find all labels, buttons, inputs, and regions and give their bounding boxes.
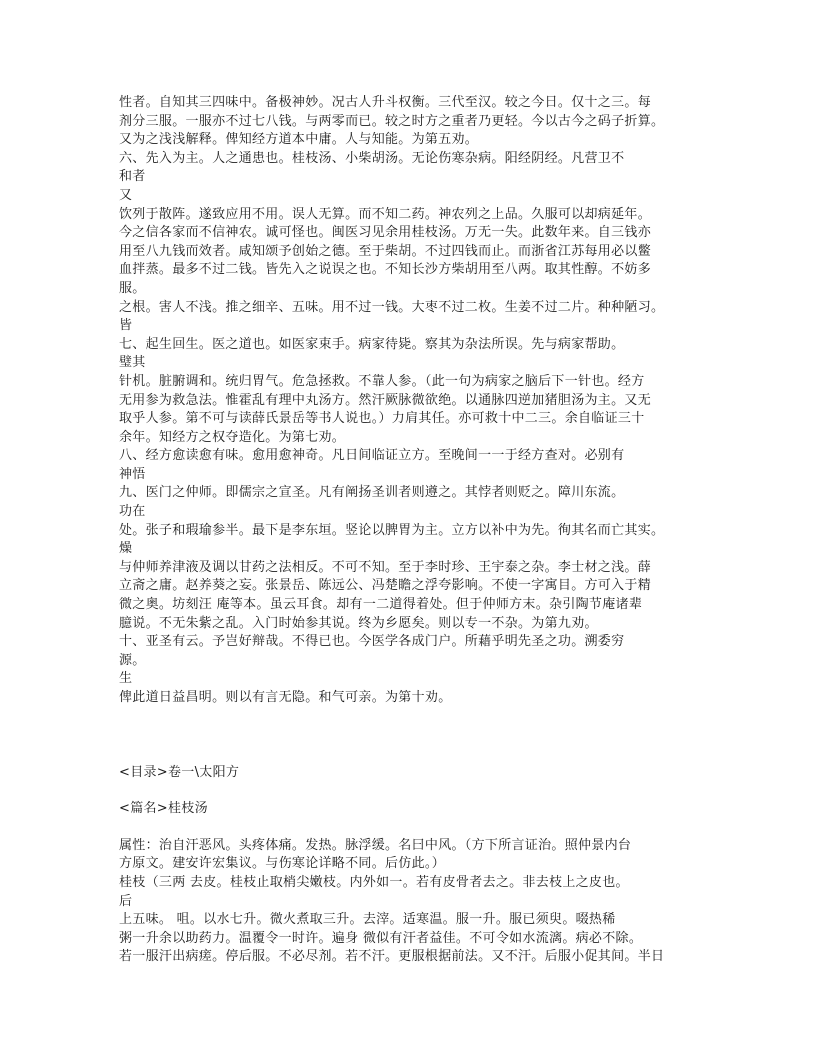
text-line: 又 — [119, 187, 133, 203]
text-line: 六、先入为主。人之通患也。桂枝汤、小柴胡汤。无论伤寒杂病。阳经阴经。凡营卫不 — [119, 150, 625, 166]
text-line: 皆 — [119, 318, 133, 334]
text-line: 取乎人参。第不可与读薛氏景岳等书人说也。）力肩其任。亦可救十中二三。余自临证三十 — [119, 411, 645, 427]
text-line: 今之信各家而不信神农。诚可怪也。闽医习见余用桂枝汤。万无一失。此数年来。自三钱亦 — [119, 225, 652, 241]
text-line: 之根。害人不浅。推之细辛、五味。用不过一钱。大枣不过二枚。生姜不过二片。种种陋习。 — [119, 299, 665, 315]
text-line: 燥 — [119, 541, 133, 557]
text-line: 血拌蒸。最多不过二钱。皆先入之说误之也。不知长沙方柴胡用至八两。取其性醇。不妨多 — [119, 262, 652, 278]
text-line: 桂枝（三两 去皮。桂枝止取梢尖嫩枝。内外如一。若有皮骨者去之。非去枝上之皮也。 — [119, 874, 629, 890]
text-line: 属性：治自汗恶风。头疼体痛。发热。脉浮缓。名曰中风。（方下所言证治。照仲景内台 — [119, 837, 632, 853]
text-line: 针机。脏腑调和。统归胃气。危急拯救。不靠人参。（此一句为病家之脑后下一针也。经方 — [119, 373, 645, 389]
section-spacer — [119, 708, 699, 764]
text-line: 用至八九钱而效者。咸知颂予创始之德。至于柴胡。不过四钱而止。而浙省江苏每用必以鳖 — [119, 243, 652, 259]
text-line: 源。 — [119, 652, 146, 668]
text-line: 臆说。不无朱紫之乱。入门时始参其说。终为乡愿矣。则以专一不杂。为第九劝。 — [119, 615, 598, 631]
spacer — [119, 782, 699, 800]
text-line: 余年。知经方之权夺造化。为第七劝。 — [119, 429, 346, 445]
toc-heading: <目录>卷一\太阳方 — [119, 764, 240, 780]
chapter-title: <篇名>桂枝汤 — [119, 801, 208, 817]
text-line: 与仲师养津液及调以甘药之法相反。不可不知。至于李时珍、王宇泰之杂。李士材之浅。薛 — [119, 559, 652, 575]
text-line: 十、亚圣有云。予岂好辩哉。不得已也。今医学各成门户。所藉乎明先圣之功。溯委穷 — [119, 634, 625, 650]
text-line: 俾此道日益昌明。则以有言无隐。和气可亲。为第十劝。 — [119, 690, 452, 705]
body-text-section-one — [119, 94, 699, 708]
text-line: 神悟 — [119, 466, 146, 482]
text-line: 无用参为救急法。惟霍乱有理中丸汤方。然汗厥脉微欲绝。以通脉四逆加猪胆汤为主。又无 — [119, 392, 652, 408]
text-line: 上五味。 咀。以水七升。微火煮取三升。去滓。适寒温。服一升。服已须臾。啜热稀 — [119, 912, 616, 928]
text-line: 饮列于散阵。遂致应用不用。误人无算。而不知二药。神农列之上品。久服可以却病延年。 — [119, 206, 652, 222]
text-line: 剂分三服。一服亦不过七八钱。与两零而已。较之时方之重者乃更轻。今以古今之码子折算。 — [119, 113, 665, 129]
text-line: 八、经方愈读愈有味。愈用愈神奇。凡日间临证立方。至晚间一一于经方查对。必别有 — [119, 448, 625, 464]
text-line: 处。张子和瑕瑜参半。最下是李东垣。竖论以脾胃为主。立方以补中为先。徇其名而亡其实。 — [119, 522, 665, 538]
text-line: 微之奥。坊刻汪 庵等本。虽云耳食。却有一二道得着处。但于仲师方末。杂引陶节庵诸辈 — [119, 597, 643, 613]
body-text-section-two — [119, 837, 699, 967]
text-line: 粥一升余以助药力。温覆令一时许。遍身 微似有汗者益佳。不可令如水流漓。病必不除。 — [119, 930, 643, 946]
text-line: 璧其 — [119, 355, 146, 371]
text-line: 服。 — [119, 280, 146, 296]
text-line: 又为之浅浅解释。俾知经方道本中庸。人与知能。为第五劝。 — [119, 132, 479, 148]
text-line: 生 — [119, 671, 133, 687]
text-line: 九、医门之仲师。即儒宗之宣圣。凡有阐扬圣训者则遵之。其悖者则贬之。障川东流。 — [119, 485, 625, 501]
text-line: 性者。自知其三四味中。备极神妙。况古人升斗权衡。三代至汉。较之今日。仅十之三。每 — [119, 95, 652, 110]
document-page — [119, 94, 699, 967]
text-line: 立斋之庸。赵养葵之妄。张景岳、陈远公、冯楚瞻之浮夸影响。不使一字寓目。方可入于精 — [119, 578, 652, 594]
text-line: 方原文。建安许宏集议。与伤寒论详略不同。后仿此。） — [119, 856, 446, 872]
text-line: 功在 — [119, 504, 146, 520]
text-line: 后 — [119, 893, 133, 909]
text-line: 七、起生回生。医之道也。如医家束手。病家待毙。察其为杂法所误。先与病家帮助。 — [119, 336, 625, 352]
text-line: 若一服汗出病瘥。停后服。不必尽剂。若不汗。更服根据前法。又不汗。后服小促其间。半日 — [119, 949, 665, 965]
text-line: 和者 — [119, 169, 146, 185]
spacer — [119, 819, 699, 837]
